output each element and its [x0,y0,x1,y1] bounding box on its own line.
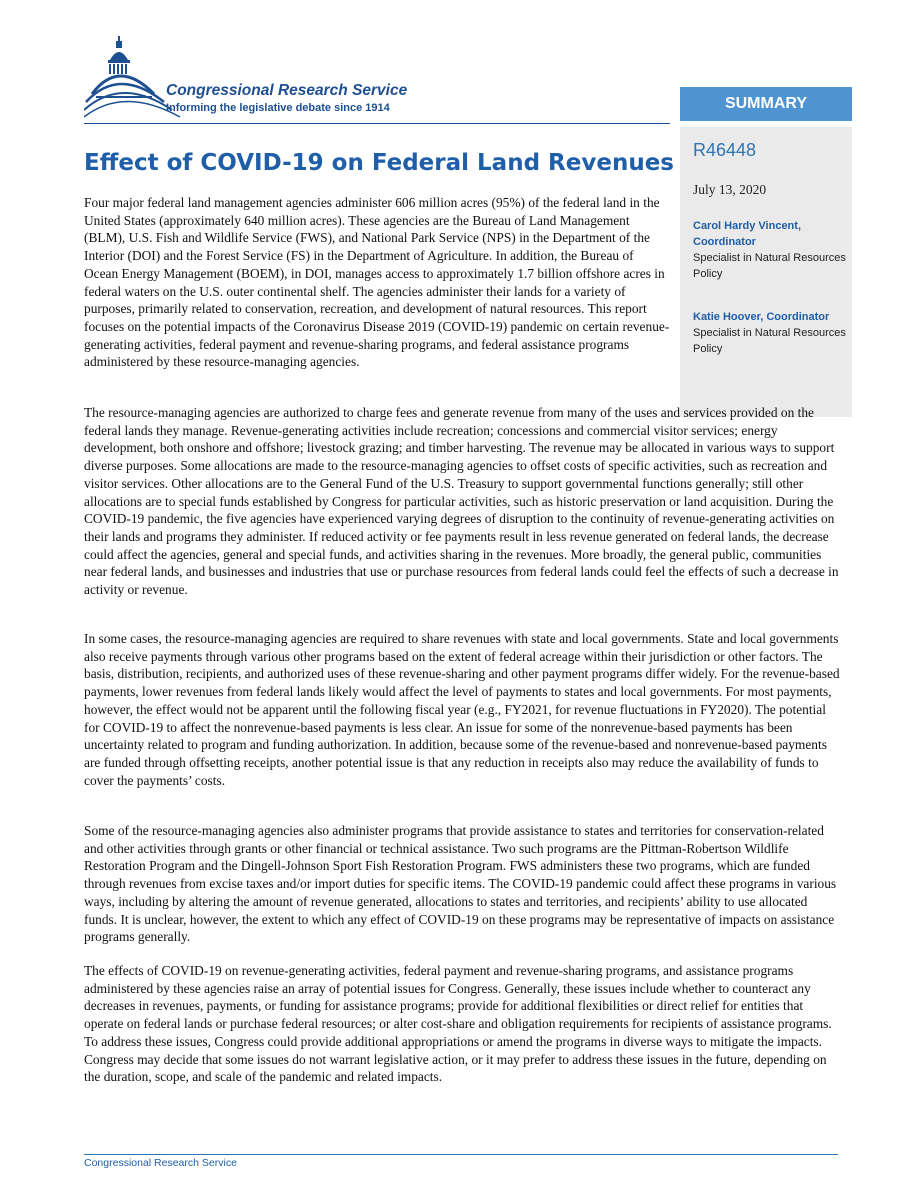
report-title: Effect of COVID-19 on Federal Land Revenues [84,150,674,176]
org-name: Congressional Research Service [166,82,408,99]
author-name: Carol Hardy Vincent, Coordinator [693,220,801,248]
summary-paragraph: In some cases, the resource-managing agencies are required to share revenues with state and local governments. State and local governments also receive payments through various other programs based on the extent of federal acreage within their jurisdiction or other factors. The basis, distribution, recipients, and authorized uses of these revenue-sharing and other payment programs differ widely. For the revenue-based payments, lower revenues from federal lands likely would affect the level of payments to states and local governments. For most payments, however, the effect would not be apparent until the following fiscal year (e.g., FY2021, for revenue fluctuations in FY2020). The potential for COVID-19 to affect the nonrevenue-based payments is less clear. An issue for some of the nonrevenue-based payments has been uncertainty related to program and funding authorization. In addition, because some of the revenue-based and nonrevenue-based payments are funded through offsetting receipts, another potential issue is that any reduction in receipts also may reduce the availability of funds to cover the payments’ costs. [84,631,840,788]
author-role: Specialist in Natural Resources Policy [693,327,846,355]
footer-org-name: Congressional Research Service [84,1157,237,1169]
report-number: R46448 [693,140,757,160]
org-tagline: Informing the legislative debate since 1914 [166,102,390,114]
footer-divider [84,1154,838,1155]
author-block [693,218,849,282]
author-name: Katie Hoover, Coordinator [693,311,830,323]
header-divider [84,123,670,124]
summary-paragraph: The effects of COVID-19 on revenue-generating activities, federal payment and revenue-sharing programs, and assistance programs administered by these agencies raise an array of potential issues for Congress. Generally, these issues include whether to counteract any decreases in revenues, payments, or funding for assistance programs; provide for additional flexibilities or direct relief for entities that operate on federal lands or purchase federal resources; or alter cost-share and obligation requirements for recipients of assistance programs. To address these issues, Congress could provide additional appropriations or amend the programs in diverse ways to mitigate the impacts. Congress may decide that some issues do not warrant legislative action, or it may prefer to address these issues in the future, depending on the duration, scope, and scale of the pandemic and related impacts. [84,963,832,1085]
author-role: Specialist in Natural Resources Policy [693,252,846,280]
author-block [693,309,849,357]
report-date: July 13, 2020 [693,182,767,197]
summary-paragraph: The resource-managing agencies are authorized to charge fees and generate revenue from many of the uses and services provided on the federal lands they manage. Revenue-generating activities include recreation; concessions and commercial visitor services; energy development, both onshore and offshore; livestock grazing; and timber harvesting. The revenue may be allocated in various ways to support diverse purposes. Some allocations are made to the resource-managing agencies to offset costs of specific activities, such as recreation and visitor services. Other allocations are to the General Fund of the U.S. Treasury to support governmental functions generally; still other allocations are to special funds established by Congress for particular activities, such as historic preservation or land acquisition. During the COVID-19 pandemic, the five agencies have experienced varying degrees of disruption to the continuity of revenue-generating activities on their lands and programs they administer. If reduced activity or fee payments result in less revenue generated on federal lands, the decrease could affect the agencies, general and special funds, and activities sharing in the revenues. More broadly, the general public, communities near federal lands, and businesses and industries that use or purchase resources from federal lands could feel the effects of such a decrease in activity or revenue. [84,405,839,598]
summary-label: SUMMARY [680,87,852,121]
summary-paragraph: Some of the resource-managing agencies also administer programs that provide assistance to states and territories for conservation-related and other activities through grants or other financial or technical assistance. Two such programs are the Pittman-Robertson Wildlife Restoration Program and the Dingell-Johnson Sport Fish Restoration Program. FWS administers these two programs, which are funded through revenues from excise taxes and/or import duties for specific items. The COVID-19 pandemic could affect these programs in various ways, including by altering the amount of revenue generated, allocations to states and territories, and recipients’ ability to use allocated funds. It is unclear, however, the extent to which any effect of COVID-19 on these programs may be representative of impacts on assistance programs generally. [84,823,837,945]
summary-paragraph: Four major federal land management agencies administer 606 million acres (95%) of the federal land in the United States (approximately 640 million acres). These agencies are the Bureau of Land Management (BLM), U.S. Fish and Wildlife Service (FWS), and National Park Service (NPS) in the Department of the Interior (DOI) and the Forest Service (FS) in the Department of Agriculture. In addition, the Bureau of Ocean Energy Management (BOEM), in DOI, manages access to approximately 1.7 billion offshore acres in federal waters on the U.S. outer continental shelf. The agencies administer their lands for a variety of purposes, primarily related to conservation, recreation, and development of natural resources. This report focuses on the potential impacts of the Coronavirus Disease 2019 (COVID-19) pandemic on certain revenue-generating activities, federal payment and revenue-sharing programs, and federal assistance programs administered by these resource-managing agencies. [84,195,670,370]
